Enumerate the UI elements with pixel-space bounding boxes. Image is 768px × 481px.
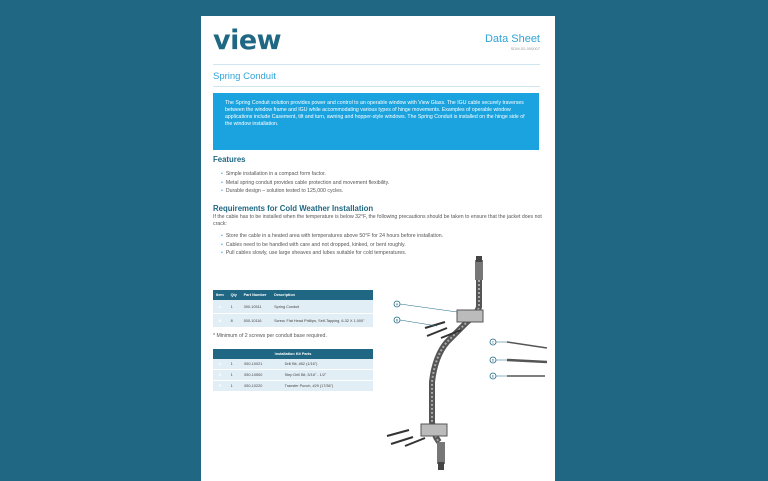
table-row: D 1 050-10500 Step Drill Bit, 5/16" - 1/2" (213, 370, 373, 381)
list-item: • Metal spring conduit provides cable protection and movement flexibility. (221, 179, 389, 188)
doc-type-label: Data Sheet (484, 33, 540, 45)
callout-label-c: C (491, 340, 495, 345)
parts-table (213, 290, 373, 328)
connector-bottom-cap (438, 462, 444, 470)
divider (213, 64, 540, 65)
features-heading: Features (213, 155, 246, 164)
doc-id: SDM-02-000007 (510, 46, 540, 51)
callout-label-b: B (395, 318, 399, 323)
conduit (432, 280, 479, 442)
page-title: Spring Conduit (213, 71, 276, 82)
step-drill-icon (507, 360, 547, 362)
requirements-heading: Requirements for Cold Weather Installation (213, 204, 374, 213)
table-header: Item (213, 290, 228, 300)
divider (213, 86, 540, 87)
kit-table-title: Installation Kit Parts (213, 349, 373, 359)
callout-label-e: E (491, 374, 495, 379)
table-row: E 1 050-10220 Transfer Punch, #29 (17/36") (213, 381, 373, 392)
list-item: • Durable design – solution tested to 125,000 cycles. (221, 187, 389, 196)
screws-bottom (387, 430, 425, 446)
table-header: Description (271, 290, 373, 300)
parts-note: * Minimum of 2 screws per conduit base required. (213, 333, 327, 339)
features-list (221, 170, 389, 196)
table-row: A 1 390-10511 Spring Conduit (213, 300, 373, 314)
spring-conduit-diagram (377, 252, 555, 481)
list-item: • Store the cable in a heated area with temperatures above 50°F for 24 hours before installation. (221, 232, 443, 241)
connector-top-cap (476, 256, 482, 262)
data-sheet-page (201, 16, 555, 481)
conduit-base-top (457, 310, 483, 322)
list-item: • Pull cables slowly, use large sheaves and lubes suitable for cold temperatures. (221, 249, 443, 258)
conduit-base-bottom (421, 424, 447, 436)
requirements-intro: If the cable has to be installed when the temperature is below 32°F, the following precautions should be taken to ensure that the jacket does not crack: (213, 214, 542, 227)
table-row: C 1 050-10021 Drill Bit, #52 (1/16") (213, 359, 373, 370)
intro-box: The Spring Conduit solution provides power and control to an operable window with View Glass. The IGU cable securely traverses between the window frame and IGU while accommodating various types of hinge movements. Examples of operable window applications include Casement, tilt and turn, awning and hopper-style windows. The Spring Conduit is installed on the hinge side of the window installation. (213, 93, 539, 150)
view-logo: view (213, 25, 282, 56)
callout-label-d: D (491, 358, 495, 363)
connector-bottom (437, 442, 445, 464)
list-item: • Cables need to be handled with care and not dropped, kinked, or bent roughly. (221, 241, 443, 250)
callout-label-a: A (395, 302, 399, 307)
kit-table (213, 349, 373, 392)
table-header: Part Number (241, 290, 271, 300)
table-header: Qty (228, 290, 241, 300)
drill-bit-icon (507, 342, 547, 348)
list-item: • Simple installation in a compact form factor. (221, 170, 389, 179)
table-row: B 8 500-10116 Screw, Flat Head Phillips, Self-Tapping, 6-32 X 1.000" (213, 314, 373, 328)
connector-top (475, 260, 483, 280)
